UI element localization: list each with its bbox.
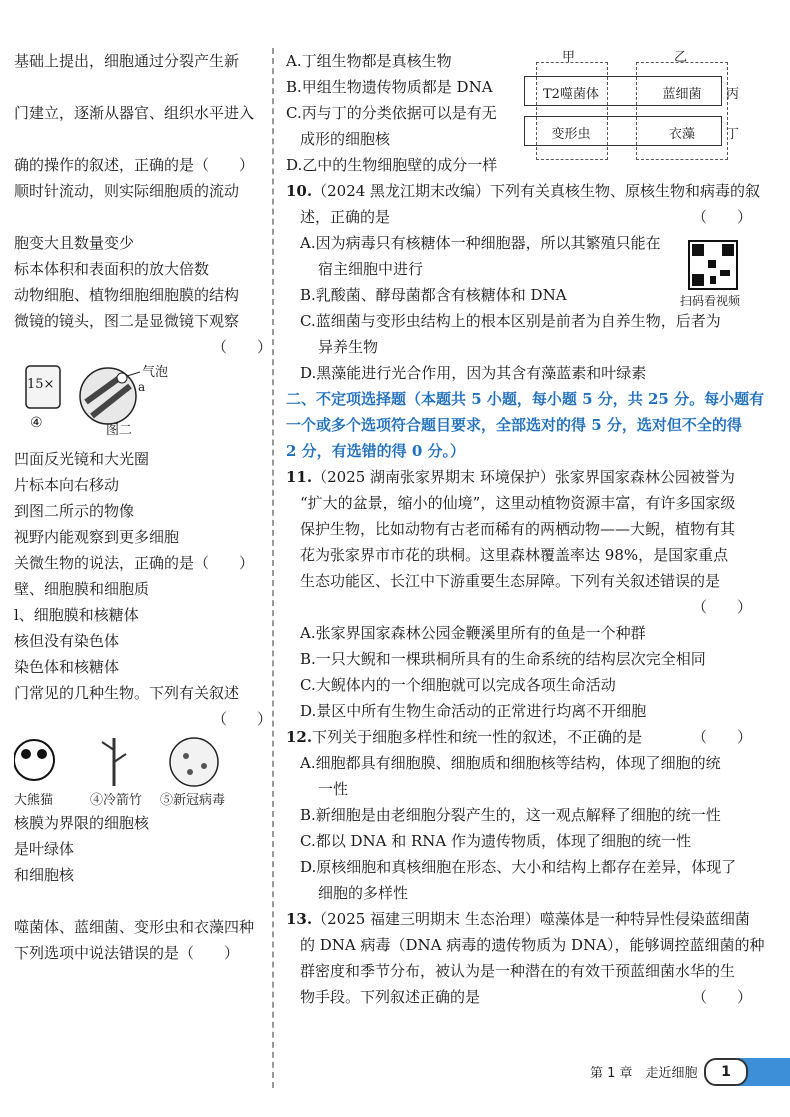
section-heading-cont: 2 分，有选错的得 0 分。） bbox=[286, 442, 466, 460]
bamboo-leaf bbox=[102, 742, 114, 750]
q9-option-d: D.乙中的生物细胞壁的成分一样 bbox=[286, 156, 498, 174]
q9-option-b: B.甲组生物遗传物质都是 DNA bbox=[286, 78, 493, 96]
left-line: 片标本向右移动 bbox=[14, 476, 120, 494]
panda-eye bbox=[21, 749, 31, 759]
q10-option-c-cont: 异养生物 bbox=[318, 338, 379, 356]
organism-label: ④冷箭竹 bbox=[90, 793, 143, 808]
left-line: 门常见的几种生物。下列有关叙述 bbox=[14, 684, 240, 702]
cell-amoeba: 变形虫 bbox=[551, 127, 591, 142]
q10-stem-text: （2024 黑龙江期末改编）下列有关真核生物、原核生物和病毒的叙 bbox=[312, 182, 761, 200]
qr-label: 扫码看视频 bbox=[680, 294, 741, 308]
q13-stem-cont: 的 DNA 病毒（DNA 病毒的遗传物质为 DNA），能够调控蓝细菌的种 bbox=[300, 936, 765, 954]
left-line: 微镜的镜头，图二是显微镜下观察 bbox=[14, 312, 240, 330]
q10-option-a-cont: 宿主细胞中进行 bbox=[318, 260, 424, 278]
row-label-bing: 丙 bbox=[726, 87, 740, 102]
organism-drawings bbox=[14, 734, 264, 790]
q10-option-d: D.黑藻能进行光合作用，因为其含有藻蓝素和叶绿素 bbox=[300, 364, 647, 382]
q11-stem-cont: 保护生物，比如动物有古老而稀有的两栖动物——大鲵，植物有其 bbox=[300, 520, 736, 538]
left-line: 壁、细胞膜和细胞质 bbox=[14, 580, 150, 598]
q9-option-c: C.丙与丁的分类依据可以是有无 bbox=[286, 104, 497, 122]
q11-stem-text: （2025 湖南张家界期末 环境保护）张家界国家森林公园被誉为 bbox=[312, 468, 735, 486]
q12-option-a: A.细胞都具有细胞膜、细胞质和细胞核等结构，体现了细胞的统 bbox=[300, 754, 721, 772]
answer-paren: （ ） bbox=[211, 338, 272, 356]
q9-option-c-cont: 成形的细胞核 bbox=[300, 130, 391, 148]
q12-option-c: C.都以 DNA 和 RNA 作为遗传物质，体现了细胞的统一性 bbox=[300, 832, 692, 850]
figure-two bbox=[14, 360, 272, 446]
left-line: 下列选项中说法错误的是（ ） bbox=[14, 944, 240, 962]
left-line: 动物细胞、植物细胞细胞膜的结构 bbox=[14, 286, 240, 304]
left-line: 关微生物的说法，正确的是（ ） bbox=[14, 554, 255, 572]
view-circle bbox=[80, 368, 136, 424]
q12-option-d: D.原核细胞和真核细胞在形态、大小和结构上都存在差异，体现了 bbox=[300, 858, 737, 876]
panda-eye bbox=[37, 749, 47, 759]
q9-option-a: A.丁组生物都是真核生物 bbox=[286, 52, 452, 70]
left-line: 核膜为界限的细胞核 bbox=[14, 814, 150, 832]
left-line bbox=[14, 888, 272, 914]
left-line: 基础上提出，细胞通过分裂产生新 bbox=[14, 52, 240, 70]
col-label-jia: 甲 bbox=[562, 50, 576, 65]
left-line: 染色体和核糖体 bbox=[14, 658, 120, 676]
left-line: 和细胞核 bbox=[14, 866, 75, 884]
left-line bbox=[14, 204, 272, 230]
q11-number: 11. bbox=[286, 468, 313, 486]
cell-cyanobacteria: 蓝细菌 bbox=[662, 87, 702, 102]
left-line: 胞变大且数量变少 bbox=[14, 234, 135, 252]
cell-t2-phage: T2噬菌体 bbox=[543, 87, 599, 102]
col-label-yi: 乙 bbox=[674, 50, 688, 65]
q11-option-b: B.一只大鲵和一棵珙桐所具有的生命系统的结构层次完全相同 bbox=[300, 650, 706, 668]
left-line: 噬菌体、蓝细菌、变形虫和衣藻四种 bbox=[14, 918, 255, 936]
q12-option-d-cont: 细胞的多样性 bbox=[318, 884, 409, 902]
organism-label: 大熊猫 bbox=[14, 793, 54, 808]
answer-paren: （ ） bbox=[691, 728, 752, 746]
label-4: ④ bbox=[30, 415, 43, 431]
q11-stem-cont: 花为张家界市市花的珙桐。这里森林覆盖率达 98%，是国家重点 bbox=[300, 546, 729, 564]
column-divider bbox=[272, 48, 274, 1088]
q13-number: 13. bbox=[286, 910, 313, 928]
q13-stem bbox=[286, 906, 752, 932]
q12-number: 12. bbox=[286, 728, 313, 746]
q10-option-c: C.蓝细菌与变形虫结构上的根本区别是前者为自养生物，后者为 bbox=[300, 312, 721, 330]
q10-stem bbox=[286, 178, 761, 204]
q11-stem-cont: “扩大的盆景，缩小的仙境”，这里动植物资源丰富，有许多国家级 bbox=[300, 494, 736, 512]
row-label-ding: 丁 bbox=[726, 127, 740, 142]
bubble-label: 气泡 bbox=[142, 365, 169, 380]
q12-stem-text: 下列关于细胞多样性和统一性的叙述，不正确的是 bbox=[312, 728, 643, 746]
q12-option-b: B.新细胞是由老细胞分裂产生的，这一观点解释了细胞的统一性 bbox=[300, 806, 721, 824]
left-line bbox=[14, 126, 272, 152]
q11-option-d: D.景区中所有生物生命活动的正常进行均离不开细胞 bbox=[300, 702, 647, 720]
answer-paren: （ ） bbox=[691, 208, 752, 226]
answer-paren: （ ） bbox=[211, 710, 272, 728]
q13-stem-cont bbox=[286, 984, 752, 1010]
bubble-shape bbox=[117, 373, 127, 383]
left-line bbox=[14, 74, 272, 100]
q10-option-b: B.乳酸菌、酵母菌都含有核糖体和 DNA bbox=[300, 286, 567, 304]
q11-stem-cont: 生态功能区、长江中下游重要生态屏障。下列有关叙述错误的是 bbox=[300, 572, 721, 590]
q11-option-a: A.张家界国家森林公园金鞭溪里所有的鱼是一个种群 bbox=[300, 624, 646, 642]
figure-caption: 图二 bbox=[106, 423, 133, 438]
virus-spike bbox=[201, 763, 207, 769]
left-line: 凹面反光镜和大光圈 bbox=[14, 450, 150, 468]
q12-option-a-cont: 一性 bbox=[318, 780, 349, 798]
virus-spike bbox=[183, 753, 189, 759]
left-line: 是叶绿体 bbox=[14, 840, 75, 858]
left-line: 核但没有染色体 bbox=[14, 632, 120, 650]
panda-icon bbox=[14, 740, 54, 780]
right-column bbox=[286, 48, 765, 1010]
organism-figure bbox=[14, 732, 272, 810]
q10-number: 10. bbox=[286, 182, 313, 200]
q13-stem-text: （2025 福建三明期末 生态治理）噬藻体是一种特异性侵染蓝细菌 bbox=[312, 910, 750, 928]
section-heading: 二、不定项选择题（本题共 5 小题，每小题 5 分，共 25 分。每小题有 bbox=[286, 390, 765, 408]
a-label: a bbox=[138, 380, 146, 394]
section-heading-cont: 一个或多个选项符合题目要求，全部选对的得 5 分，选对但不全的得 bbox=[286, 416, 742, 434]
q10-stem-cont bbox=[286, 204, 752, 230]
q11-stem bbox=[286, 464, 752, 490]
q10-stem-text2: 述，正确的是 bbox=[300, 208, 391, 226]
answer-paren: （ ） bbox=[691, 988, 752, 1006]
virus-icon bbox=[170, 738, 218, 786]
cell-chlamydomonas: 衣藻 bbox=[668, 127, 695, 142]
virus-spike bbox=[187, 769, 193, 775]
left-line: 标本体积和表面积的放大倍数 bbox=[14, 260, 210, 278]
bamboo-leaf bbox=[114, 754, 126, 762]
chapter-footer: 第 1 章 走近细胞 bbox=[590, 1066, 698, 1081]
left-line: 顺时针流动，则实际细胞质的流动 bbox=[14, 182, 240, 200]
page-number: 1 bbox=[704, 1058, 748, 1086]
q11-option-c: C.大鲵体内的一个细胞就可以完成各项生命活动 bbox=[300, 676, 616, 694]
q10-option-a: A.因为病毒只有核糖体一种细胞器，所以其繁殖只能在 bbox=[300, 234, 661, 252]
lens-label: 15× bbox=[27, 377, 55, 392]
left-line: 视野内能观察到更多细胞 bbox=[14, 528, 180, 546]
answer-paren: （ ） bbox=[691, 598, 752, 616]
left-line: l、细胞膜和核糖体 bbox=[14, 606, 139, 624]
q13-stem-cont: 群密度和季节分布，被认为是一种潜在的有效干预蓝细菌水华的生 bbox=[300, 962, 736, 980]
left-line: 门建立，逐渐从器官、组织水平进入 bbox=[14, 104, 255, 122]
left-line: 到图二所示的物像 bbox=[14, 502, 135, 520]
organism-label: ⑤新冠病毒 bbox=[160, 793, 226, 808]
left-line: 确的操作的叙述，正确的是（ ） bbox=[14, 156, 255, 174]
q12-stem bbox=[286, 724, 752, 750]
q13-stem-text4: 物手段。下列叙述正确的是 bbox=[300, 988, 481, 1006]
left-column bbox=[14, 48, 272, 966]
